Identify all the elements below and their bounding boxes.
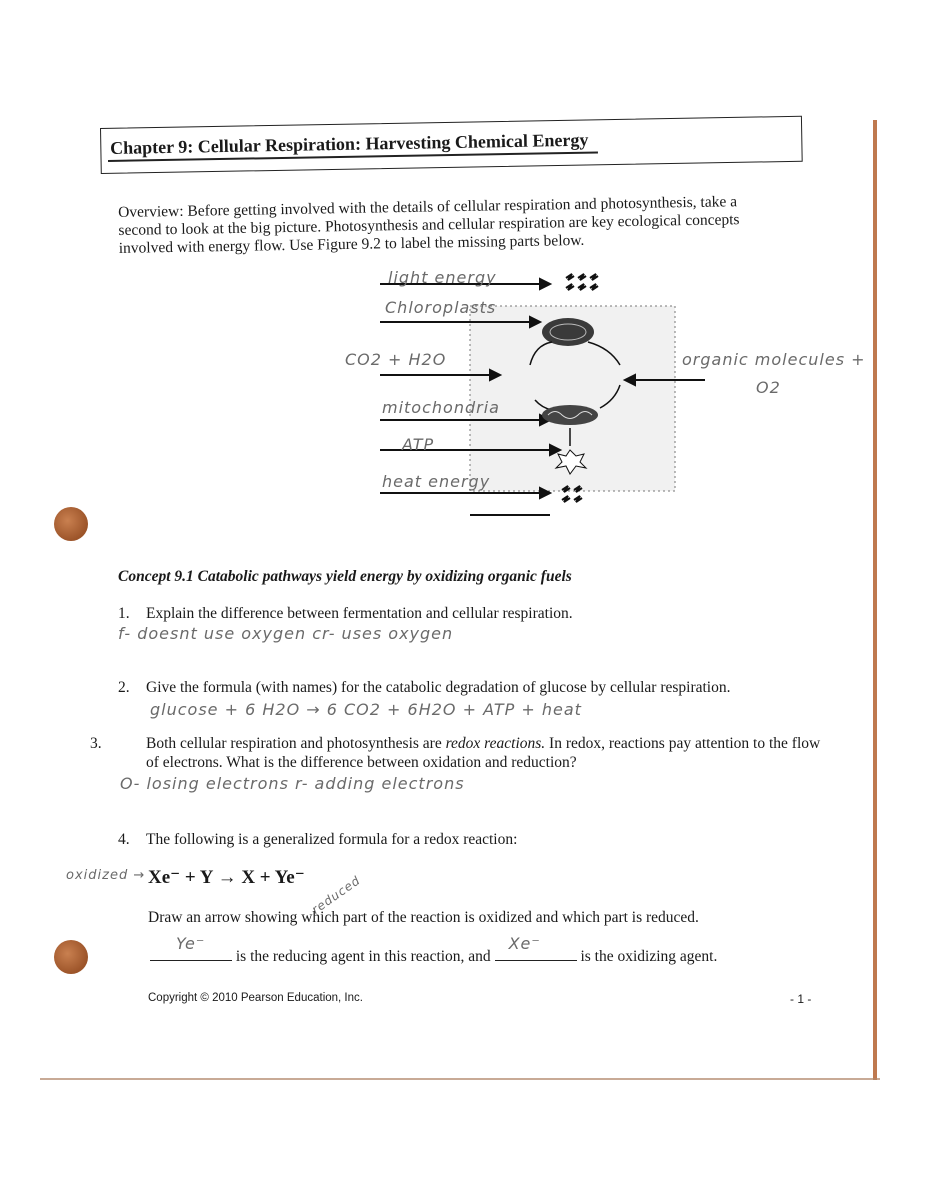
note-oxidized: oxidized → bbox=[66, 868, 146, 883]
light-energy-icon bbox=[566, 274, 598, 290]
instruction-text: Draw an arrow showing which part of the reaction is oxidized and which part is reduced. bbox=[148, 909, 699, 926]
label-organic-molecules: organic molecules + bbox=[682, 350, 866, 369]
label-co2-h2o: CO2 + H2O bbox=[345, 350, 447, 369]
paper-edge-bottom bbox=[40, 1078, 880, 1080]
fill-in-sentence: Ye⁻ is the reducing agent in this reaction, and Xe⁻ is the oxidizing agent. bbox=[150, 944, 830, 966]
label-light-energy: light energy bbox=[388, 268, 497, 287]
mitochondrion-icon bbox=[542, 405, 598, 425]
page-number: - 1 - bbox=[790, 992, 812, 1006]
answer-1: f- doesnt use oxygen cr- uses oxygen bbox=[118, 624, 454, 643]
question-text-cont: In redox, reactions pay attention to the flow of electrons. What is the difference between oxidation and reduction? bbox=[146, 735, 821, 771]
answer-2: glucose + 6 H2O → 6 CO2 + 6H2O + ATP + heat bbox=[150, 700, 582, 719]
blank-reducing-agent: Ye⁻ bbox=[150, 944, 232, 961]
question-text: The following is a generalized formula for a redox reaction: bbox=[146, 831, 518, 848]
label-chloroplasts: Chloroplasts bbox=[385, 298, 497, 317]
note-reduced: reduced bbox=[309, 873, 364, 917]
question-number: 2. bbox=[118, 679, 130, 696]
page-title: Chapter 9: Cellular Respiration: Harvesting Chemical Energy bbox=[110, 129, 589, 158]
question-4 bbox=[118, 830, 808, 849]
copyright: Copyright © 2010 Pearson Education, Inc. bbox=[148, 992, 363, 1004]
label-atp: ATP bbox=[402, 435, 435, 454]
redox-formula: Xe⁻ + Y → X + Ye⁻ bbox=[148, 867, 305, 888]
question-text: Give the formula (with names) for the catabolic degradation of glucose by cellular respiration. bbox=[146, 679, 731, 696]
label-mitochondria: mitochondria bbox=[382, 398, 500, 417]
label-o2: O2 bbox=[756, 378, 781, 397]
question-text: Explain the difference between fermentation and cellular respiration. bbox=[146, 605, 573, 622]
question-emphasis: redox reactions. bbox=[445, 735, 546, 752]
answer-3: O- losing electrons r- adding electrons bbox=[120, 774, 465, 793]
punch-hole-icon bbox=[54, 940, 88, 974]
question-number: 4. bbox=[118, 831, 130, 848]
question-1 bbox=[118, 604, 808, 623]
question-number: 1. bbox=[118, 605, 130, 622]
overview-paragraph: Overview: Before getting involved with the details of cellular respiration and photosynthesis, take a second to look at the big picture. Photosynthesis and cellular respiration are key ecological concepts involved with energy flow. Use Figure 9.2 to label the missing parts below. bbox=[118, 193, 740, 257]
question-2 bbox=[118, 678, 808, 697]
concept-heading: Concept 9.1 Catabolic pathways yield energy by oxidizing organic fuels bbox=[118, 568, 572, 585]
paper-edge-right bbox=[873, 120, 877, 1080]
question-text: Both cellular respiration and photosynthesis are bbox=[146, 735, 442, 752]
punch-hole-icon bbox=[54, 507, 88, 541]
question-number: 3. bbox=[90, 735, 102, 752]
question-3 bbox=[90, 734, 836, 772]
label-heat-energy: heat energy bbox=[382, 472, 491, 491]
blank-oxidizing-agent: Xe⁻ bbox=[495, 944, 577, 961]
